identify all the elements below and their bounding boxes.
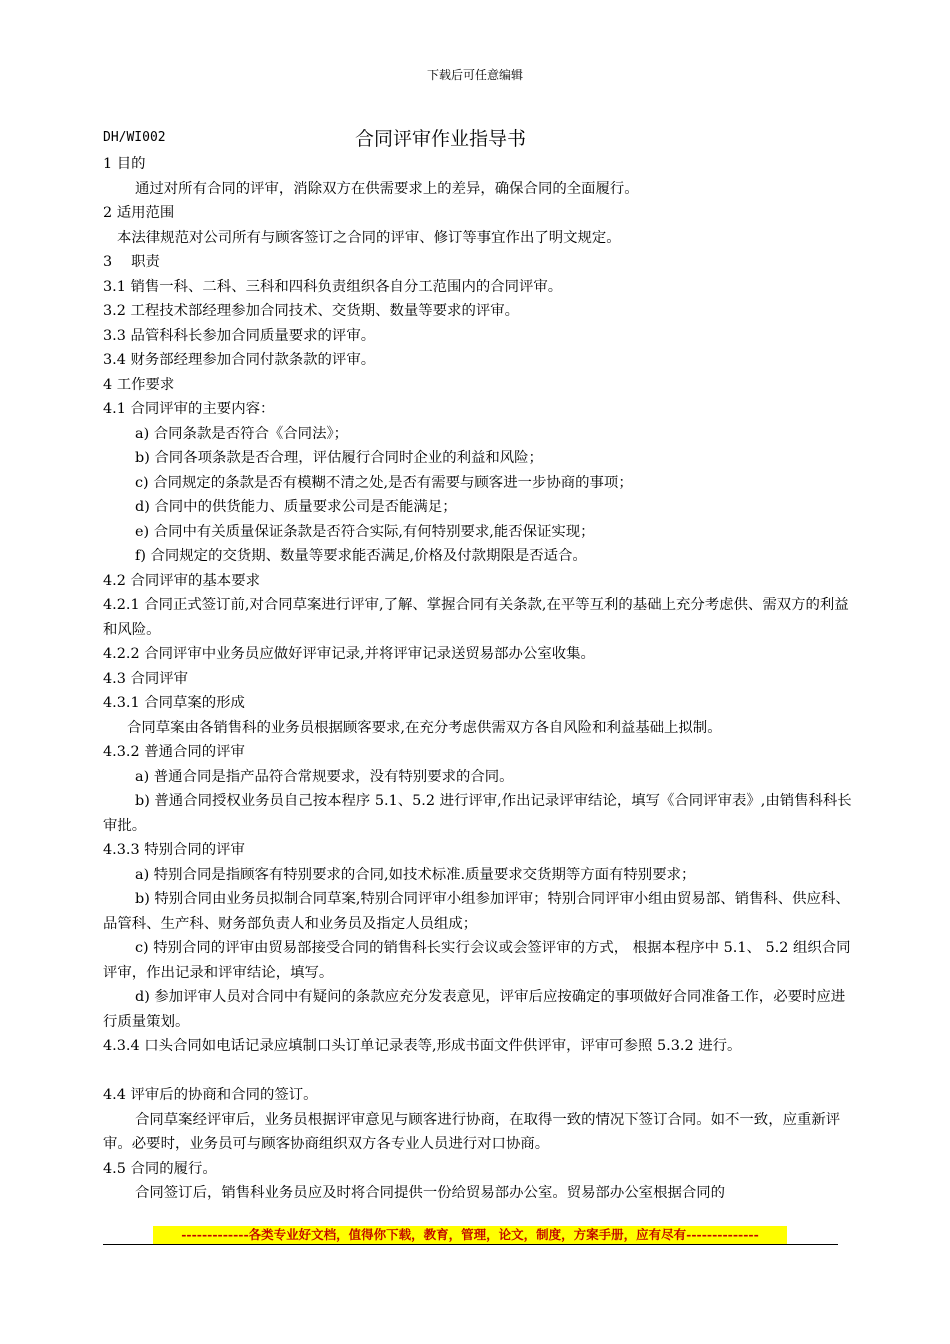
- list-item: e) 合同中有关质量保证条款是否符合实际,有何特别要求,能否保证实现；: [135, 523, 595, 540]
- doc-title: 合同评审作业指导书: [355, 128, 527, 150]
- paragraph: 合同签订后，销售科业务员应及时将合同提供一份给贸易部办公室。贸易部办公室根据合同的: [135, 1185, 726, 1201]
- paragraph: 合同草案经评审后，业务员根据评审意见与顾客进行协商，在取得一致的情况下签订合同。如不一致，应重新评审。必要时，业务员可与顾客协商组织双方各专业人员进行对口协商。: [103, 1111, 841, 1152]
- doc-code: DH/WI002: [103, 130, 166, 145]
- list-item: f) 合同规定的交货期、数量等要求能否满足,价格及付款期限是否适合。: [135, 548, 587, 564]
- blank-line: [103, 1059, 858, 1084]
- top-note: 下载后可任意编辑: [426, 68, 523, 82]
- clause: 3.3 品管科科长参加合同质量要求的评审。: [103, 327, 376, 344]
- clause: 4.4 评审后的协商和合同的签订。: [103, 1087, 318, 1103]
- doc-header: [103, 124, 838, 150]
- clause: 4.2.2 合同评审中业务员应做好评审记录,并将评审记录送贸易部办公室收集。: [103, 646, 595, 662]
- clause: 3.1 销售一科、二科、三科和四科负责组织各自分工范围内的合同评审。: [103, 278, 563, 295]
- list-item: b) 合同各项条款是否合理，评估履行合同时企业的利益和风险；: [135, 450, 543, 466]
- footer-divider: [103, 1244, 838, 1245]
- clause: 4.3.4 口头合同如电话记录应填制口头订单记录表等,形成书面文件供评审，评审可参照 5.3.2 进行。: [103, 1038, 742, 1054]
- paragraph: 本法律规范对公司所有与顾客签订之合同的评审、修订等事宜作出了明文规定。: [117, 229, 621, 246]
- list-item: a) 合同条款是否符合《合同法》；: [135, 425, 349, 442]
- clause: 4.2.1 合同正式签订前,对合同草案进行评审,了解、掌握合同有关条款,在平等互利的基础上充分考虑供、需双方的利益和风险。: [103, 597, 849, 638]
- clause: 4.3.1 合同草案的形成: [103, 695, 245, 711]
- clause: 4.2 合同评审的基本要求: [103, 572, 260, 589]
- list-item: b) 特别合同由业务员拟制合同草案,特别合同评审小组参加评审；特别合同评审小组由贸易部、销售科、供应科、品管科、生产科、财务部负责人和业务员及指定人员组成；: [103, 891, 850, 932]
- clause: 4.3.2 普通合同的评审: [103, 744, 245, 760]
- paragraph: 合同草案由各销售科的业务员根据顾客要求,在充分考虑供需双方各自风险和利益基础上拟制。: [127, 719, 722, 736]
- section-heading: 1 目的: [103, 156, 146, 172]
- list-item: d) 合同中的供货能力、质量要求公司是否能满足；: [135, 499, 457, 515]
- list-item: a) 普通合同是指产品符合常规要求，没有特别要求的合同。: [135, 768, 514, 785]
- paragraph: 通过对所有合同的评审，消除双方在供需要求上的差异，确保合同的全面履行。: [135, 180, 639, 197]
- clause: 3.4 财务部经理参加合同付款条款的评审。: [103, 352, 376, 368]
- list-item: a) 特别合同是指顾客有特别要求的合同,如技术标准.质量要求交货期等方面有特别要求；: [135, 866, 696, 883]
- footer-banner: -------------各类专业好文档，值得你下载，教育，管理，论文，制度，方案手册，应有尽有--------------: [153, 1226, 787, 1244]
- clause: 4.3.3 特别合同的评审: [103, 842, 245, 858]
- clause: 4.1 合同评审的主要内容：: [103, 401, 275, 417]
- section-heading: 4 工作要求: [103, 376, 175, 393]
- clause: 4.3 合同评审: [103, 670, 189, 687]
- clause: 3.2 工程技术部经理参加合同技术、交货期、数量等要求的评审。: [103, 303, 520, 319]
- document-body: [103, 152, 858, 1206]
- list-item: b) 普通合同授权业务员自己按本程序 5.1、5.2 进行评审,作出记录评审结论，填写《合同评审表》,由销售科科长审批。: [103, 793, 852, 834]
- list-item: c) 合同规定的条款是否有模糊不清之处,是否有需要与顾客进一步协商的事项；: [135, 474, 633, 491]
- section-heading: 3 职责: [103, 254, 160, 270]
- section-heading: 2 适用范围: [103, 205, 175, 221]
- list-item: c) 特别合同的评审由贸易部接受合同的销售科长实行会议或会签评审的方式， 根据本程序中 5.1、 5.2 组织合同评审，作出记录和评审结论，填写。: [103, 940, 851, 981]
- list-item: d) 参加评审人员对合同中有疑问的条款应充分发表意见，评审后应按确定的事项做好合同准备工作，必要时应进行质量策划。: [103, 989, 846, 1030]
- clause: 4.5 合同的履行。: [103, 1160, 217, 1177]
